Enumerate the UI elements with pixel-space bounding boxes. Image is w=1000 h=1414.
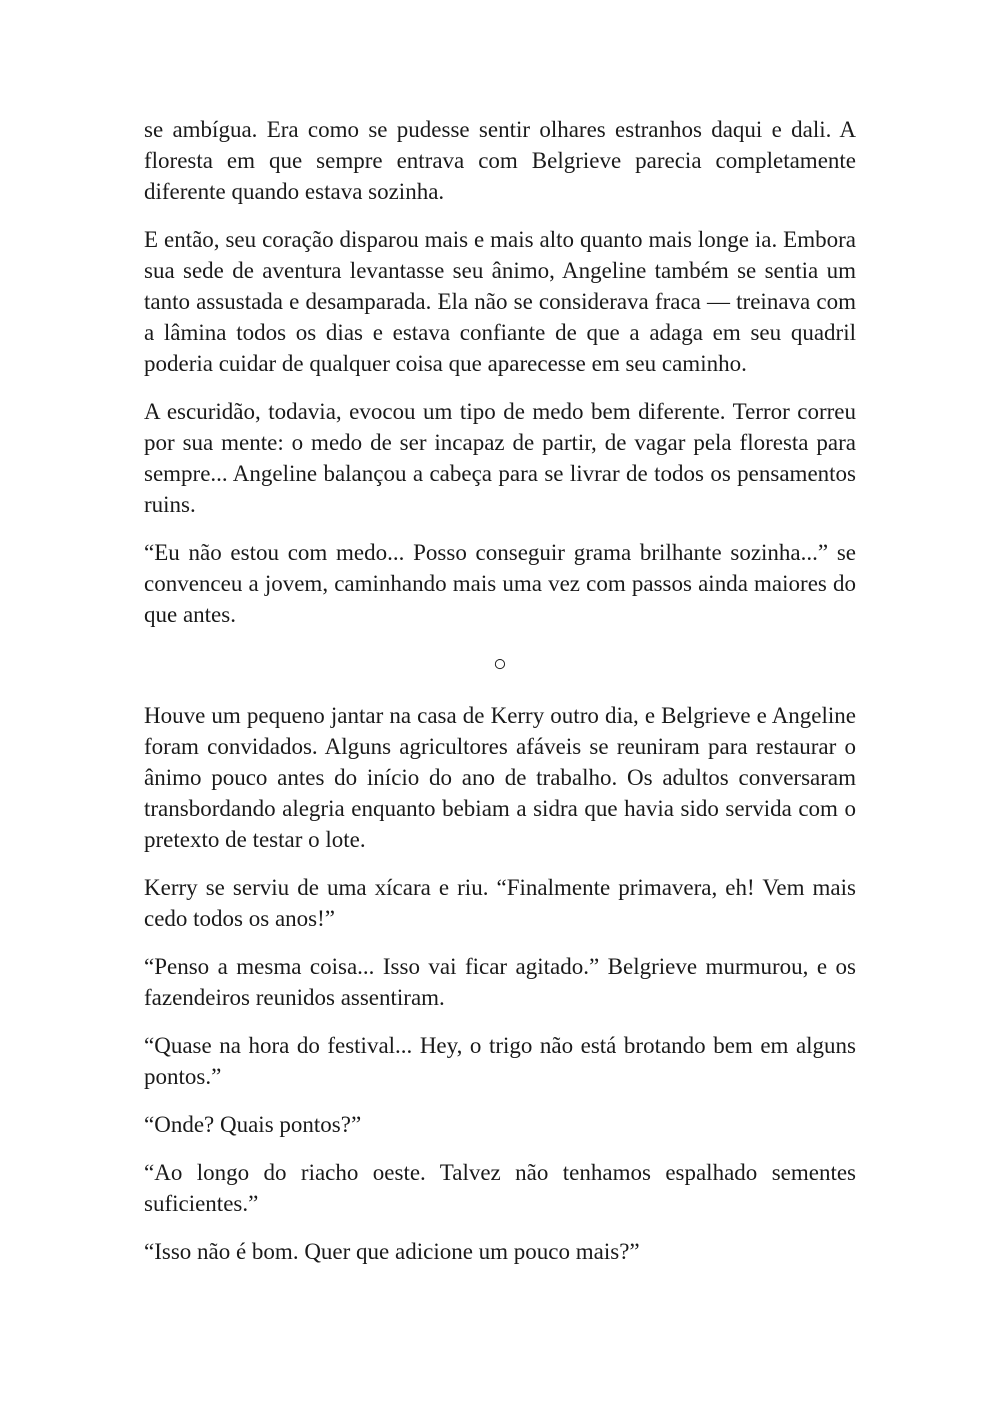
paragraph: Kerry se serviu de uma xícara e riu. “Finalmente primavera, eh! Vem mais cedo todos os anos!” <box>144 875 856 931</box>
paragraph: “Quase na hora do festival... Hey, o trigo não está brotando bem em alguns pontos.” <box>144 1033 856 1089</box>
paragraph: se ambígua. Era como se pudesse sentir olhares estranhos daqui e dali. A floresta em que sempre entrava com Belgrieve parecia completamente diferente quando estava sozinha. <box>144 117 856 204</box>
paragraph: “Penso a mesma coisa... Isso vai ficar agitado.” Belgrieve murmurou, e os fazendeiros reunidos assentiram. <box>144 954 856 1010</box>
section-separator: ○ <box>493 651 507 676</box>
paragraph: “Onde? Quais pontos?” <box>144 1112 362 1137</box>
paragraph: “Ao longo do riacho oeste. Talvez não tenhamos espalhado sementes suficientes.” <box>144 1160 856 1216</box>
paragraph: E então, seu coração disparou mais e mais alto quanto mais longe ia. Embora sua sede de aventura levantasse seu ânimo, Angeline também se sentia um tanto assustada e desamparada. Ela não se considerava fraca — treinava com a lâmina todos os dias e estava confiante de que a adaga em seu quadril poderia cuidar de qualquer coisa que aparecesse em seu caminho. <box>144 227 856 376</box>
paragraph: “Isso não é bom. Quer que adicione um pouco mais?” <box>144 1239 640 1264</box>
paragraph: Houve um pequeno jantar na casa de Kerry outro dia, e Belgrieve e Angeline foram convidados. Alguns agricultores afáveis se reuniram para restaurar o ânimo pouco antes do início do ano de trabalho. Os adultos conversaram transbordando alegria enquanto bebiam a sidra que havia sido servida com o pretexto de testar o lote. <box>144 703 856 852</box>
paragraph: A escuridão, todavia, evocou um tipo de medo bem diferente. Terror correu por sua mente: o medo de ser incapaz de partir, de vagar pela floresta para sempre... Angeline balançou a cabeça para se livrar de todos os pensamentos ruins. <box>144 399 856 517</box>
paragraph: “Eu não estou com medo... Posso conseguir grama brilhante sozinha...” se convenceu a jovem, caminhando mais uma vez com passos ainda maiores do que antes. <box>144 540 856 627</box>
